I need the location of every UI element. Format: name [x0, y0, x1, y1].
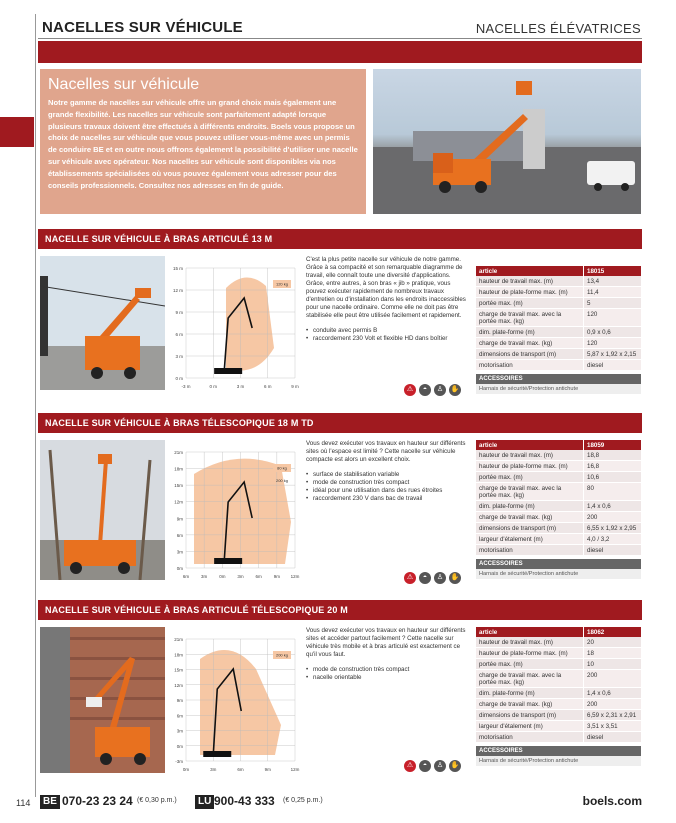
feature-item: • nacelle orientable: [306, 674, 470, 682]
country-badge-be: BE: [40, 795, 60, 809]
spec-value: 20: [583, 637, 641, 647]
y-tick-label: 3m: [176, 728, 183, 734]
spec-value: 6,59 x 2,31 x 2,91: [583, 710, 641, 720]
hand-icon: ✋: [449, 572, 461, 584]
spec-label: dim. plate-forme (m): [479, 328, 535, 336]
accessories-heading: ACCESSOIRES: [476, 374, 641, 384]
spec-header-label: article: [479, 441, 498, 449]
country-badge-lu: LU: [195, 795, 214, 809]
spec-value: 200: [583, 699, 641, 709]
accessories-text: Harnais de sécurité/Protection antichute: [476, 384, 641, 394]
helmet-icon: ◓: [419, 572, 431, 584]
spec-value: 1,4 x 0,6: [583, 688, 641, 698]
price-lu: (€ 0,25 p.m.): [283, 797, 323, 804]
y-tick-label: 6 m: [175, 332, 183, 337]
spec-label: largeur d'étalement (m): [479, 722, 543, 730]
y-tick-label: 15m: [174, 667, 183, 673]
footer: [0, 794, 676, 812]
accessories-text: Harnais de sécurité/Protection antichute: [476, 569, 641, 579]
vehicle-base: [214, 558, 242, 564]
accessories-text: Harnais de sécurité/Protection antichute: [476, 756, 641, 766]
website-link[interactable]: boels.com: [582, 794, 642, 808]
x-tick-label: 12m: [290, 574, 300, 579]
description-20m: [306, 627, 470, 682]
spec-row: [476, 461, 641, 472]
spec-header: [476, 627, 641, 637]
description-18m: [306, 440, 470, 503]
spec-value: 120: [583, 338, 641, 348]
spec-row: [476, 637, 641, 648]
spec-row: [476, 512, 641, 523]
spec-value: 18: [583, 648, 641, 658]
y-tick-label: 3m: [176, 549, 183, 555]
helmet-icon: ◓: [419, 760, 431, 772]
spec-label: hauteur de travail max. (m): [479, 277, 553, 285]
spec-value: diesel: [583, 545, 641, 555]
spec-row: [476, 501, 641, 512]
feature-item: • raccordement 230 Volt et flexible HD dans boîtier: [306, 335, 470, 343]
y-tick-label: 18m: [174, 466, 183, 472]
x-tick-label: 9 m: [291, 384, 299, 389]
harness-icon: ♙: [434, 760, 446, 772]
spec-row: [476, 360, 641, 371]
vehicle-base: [214, 368, 242, 374]
work-diagram-18m: [168, 442, 303, 582]
y-tick-label: 6m: [176, 713, 183, 719]
feature-item: • raccordement 230 V dans bac de travail: [306, 495, 470, 503]
spec-row: [476, 483, 641, 501]
y-tick-label: 6m: [176, 532, 183, 538]
spec-label: largeur d'étalement (m): [479, 535, 543, 543]
spec-row: [476, 534, 641, 545]
spec-row: [476, 309, 641, 327]
section-title-20m: NACELLE SUR VÉHICULE À BRAS ARTICULÉ TÉLESCOPIQUE 20 M: [38, 600, 642, 620]
article-number: 18015: [583, 266, 641, 276]
y-tick-label: 12m: [174, 682, 183, 688]
spec-value: 11,4: [583, 287, 641, 297]
load-label-2: 200 kg: [275, 478, 289, 483]
spec-value: 120: [583, 309, 641, 326]
page-category: NACELLES ÉLÉVATRICES: [475, 21, 641, 36]
spec-label: charge de travail max. avec la portée max. (kg): [479, 310, 562, 325]
spec-label: motorisation: [479, 361, 513, 369]
spec-value: 5: [583, 298, 641, 308]
y-tick-label: 12m: [174, 499, 183, 505]
spec-value: diesel: [583, 732, 641, 742]
permit-icon: ⚠: [404, 760, 416, 772]
spec-label: motorisation: [479, 546, 513, 554]
page-number: 114: [16, 798, 31, 808]
description-text: Vous devez exécuter vos travaux en hauteur sur différents sites et accéder partout facilement ? Cette nacelle sur véhicule très mobile et à bras articulé est exactement ce qu'il vous faut.: [306, 627, 466, 658]
spec-label: dim. plate-forme (m): [479, 502, 535, 510]
y-tick-label: 12 m: [172, 288, 183, 293]
spec-label: motorisation: [479, 733, 513, 741]
load-label: 120 kg: [275, 281, 289, 287]
title-rule: [38, 38, 642, 39]
spec-row: [476, 450, 641, 461]
spec-row: [476, 732, 641, 743]
y-tick-label: 9m: [176, 698, 183, 703]
description-13m: [306, 256, 470, 343]
work-envelope: [226, 277, 274, 370]
description-text: Vous devez exécuter vos travaux en hauteur sur différents sites où l'espace est limité ? Cette nacelle sur véhicule compacte est alors un excellent choix.: [306, 440, 466, 463]
x-tick-label: 3m: [201, 574, 208, 579]
spec-label: portée max. (m): [479, 660, 523, 668]
feature-list: [306, 327, 470, 343]
usage-icons-18m: [404, 572, 461, 584]
y-tick-label: 18m: [174, 652, 183, 658]
y-tick-label: 0m: [176, 566, 183, 571]
work-envelope: [194, 459, 291, 564]
y-tick-label: 15 m: [172, 266, 183, 271]
spec-row: [476, 523, 641, 534]
load-label: 200 kg: [275, 652, 289, 658]
x-tick-label: 0m: [182, 767, 190, 772]
phone-be[interactable]: 070-23 23 24: [62, 794, 133, 808]
spec-label: hauteur de plate-forme max. (m): [479, 288, 568, 296]
y-tick-label: -3m: [175, 759, 183, 764]
spec-label: hauteur de plate-forme max. (m): [479, 462, 568, 470]
intro-box: [40, 69, 366, 214]
section-title-13m: NACELLE SUR VÉHICULE À BRAS ARTICULÉ 13 M: [38, 229, 642, 249]
accessories-heading: ACCESSOIRES: [476, 559, 641, 569]
usage-icons-20m: [404, 760, 461, 772]
feature-item: • idéal pour une utilisation dans des rues étroites: [306, 487, 470, 495]
spec-label: charge de travail max. avec la portée max. (kg): [479, 671, 562, 686]
y-tick-label: 9 m: [175, 310, 183, 315]
spec-header: [476, 440, 641, 450]
spec-label: charge de travail max. (kg): [479, 513, 553, 521]
spec-label: dimensions de transport (m): [479, 350, 557, 358]
product-photo-18m: [40, 440, 165, 580]
price-be: (€ 0,30 p.m.): [137, 797, 177, 804]
spec-label: charge de travail max. (kg): [479, 339, 553, 347]
usage-icons-13m: [404, 384, 461, 396]
spec-value: diesel: [583, 360, 641, 370]
x-tick-label: 12m: [290, 767, 300, 772]
spec-row: [476, 699, 641, 710]
spec-row: [476, 472, 641, 483]
harness-icon: ♙: [434, 572, 446, 584]
y-tick-label: 9m: [176, 516, 183, 522]
spec-row: [476, 670, 641, 688]
intro-text: Notre gamme de nacelles sur véhicule offre un grand choix mais également une grande flexibilité. Les nacelles sur véhicule sont parfaitement adapté lorsque plusieurs travaux doivent être effectués à différents endroits. Boels vous propose un choix de nacelles sur véhicule que vous pouvez utiliser vous-même avec un permis de conduire BE et en outre nous offrons également la possibilité d'utiliser une nacelle sur véhicule avec opérateur. Nos nacelles sur véhicule sont disponibles via nos établissements spécialisées où vous pouvez également vous adresser pour des conseils professionnels. Consultez nos adresses en fin de guide.: [48, 98, 358, 190]
side-tab: [0, 117, 34, 147]
page-title: NACELLES SUR VÉHICULE: [42, 19, 243, 36]
spec-value: 200: [583, 670, 641, 687]
spec-value: 0,9 x 0,6: [583, 327, 641, 337]
spec-table-20m: [476, 627, 641, 766]
spec-value: 4,0 / 3,2: [583, 534, 641, 544]
hero-illustration: [373, 69, 641, 214]
y-tick-label: 15m: [174, 483, 183, 489]
x-tick-label: 9m: [273, 574, 280, 579]
spec-value: 200: [583, 512, 641, 522]
x-tick-label: -3 m: [181, 384, 191, 389]
spec-label: portée max. (m): [479, 299, 523, 307]
helmet-icon: ◓: [419, 384, 431, 396]
header-bar: [38, 41, 642, 63]
feature-item: • mode de construction très compact: [306, 479, 470, 487]
spec-label: hauteur de plate-forme max. (m): [479, 649, 568, 657]
spec-table-13m: [476, 266, 641, 394]
spec-row: [476, 327, 641, 338]
spec-value: 5,87 x 1,92 x 2,15: [583, 349, 641, 359]
accessories-heading: ACCESSOIRES: [476, 746, 641, 756]
hero-photo: [373, 69, 641, 214]
spec-header-label: article: [479, 628, 498, 636]
x-tick-label: 9m: [264, 767, 271, 772]
spec-row: [476, 659, 641, 670]
feature-item: • conduite avec permis B: [306, 327, 470, 335]
article-number: 18062: [583, 627, 641, 637]
hand-icon: ✋: [449, 760, 461, 772]
x-tick-label: 6m: [237, 767, 244, 772]
spec-value: 13,4: [583, 276, 641, 286]
x-tick-label: 3m: [210, 767, 217, 772]
spec-label: dim. plate-forme (m): [479, 689, 535, 697]
spec-row: [476, 276, 641, 287]
spec-label: charge de travail max. avec la portée max. (kg): [479, 484, 562, 499]
load-label: 80 kg: [277, 465, 287, 471]
spec-label: hauteur de travail max. (m): [479, 451, 553, 459]
page-margin-line: [35, 14, 36, 797]
spec-row: [476, 349, 641, 360]
phone-lu[interactable]: 900-43 333: [214, 794, 275, 808]
permit-icon: ⚠: [404, 572, 416, 584]
feature-item: • surface de stabilisation variable: [306, 471, 470, 479]
spec-label: dimensions de transport (m): [479, 711, 557, 719]
spec-row: [476, 338, 641, 349]
feature-item: • mode de construction très compact: [306, 666, 470, 674]
x-tick-label: 0 m: [209, 384, 218, 389]
work-diagram-13m: [168, 258, 303, 392]
spec-header: [476, 266, 641, 276]
x-tick-label: 6m: [255, 574, 262, 579]
x-tick-label: 6 m: [263, 384, 272, 389]
spec-value: 1,4 x 0,6: [583, 501, 641, 511]
spec-value: 18,8: [583, 450, 641, 460]
spec-row: [476, 298, 641, 309]
feature-list: [306, 471, 470, 503]
spec-table-18m: [476, 440, 641, 579]
spec-row: [476, 648, 641, 659]
spec-value: 10,6: [583, 472, 641, 482]
work-diagram-20m: [168, 629, 303, 775]
spec-value: 16,8: [583, 461, 641, 471]
spec-row: [476, 721, 641, 732]
feature-list: [306, 666, 470, 682]
x-tick-label: 3m: [237, 574, 244, 579]
spec-value: 3,51 x 3,51: [583, 721, 641, 731]
spec-row: [476, 688, 641, 699]
hand-icon: ✋: [449, 384, 461, 396]
spec-value: 10: [583, 659, 641, 669]
spec-value: 6,55 x 1,92 x 2,95: [583, 523, 641, 533]
spec-value: 80: [583, 483, 641, 500]
product-photo-13m: [40, 256, 165, 390]
spec-row: [476, 287, 641, 298]
spec-label: portée max. (m): [479, 473, 523, 481]
article-number: 18059: [583, 440, 641, 450]
permit-icon: ⚠: [404, 384, 416, 396]
y-tick-label: 21m: [174, 637, 183, 642]
spec-label: dimensions de transport (m): [479, 524, 557, 532]
spec-header-label: article: [479, 267, 498, 275]
y-tick-label: 21m: [174, 450, 183, 455]
y-tick-label: 0 m: [175, 376, 183, 381]
spec-label: charge de travail max. (kg): [479, 700, 553, 708]
description-text: C'est la plus petite nacelle sur véhicule de notre gamme. Grâce à sa compacité et son remarquable diagramme de travail, elle connaît toute une diversité d'applications. Grâce, entre autres, à son bras « jib » pratique, vous pouvez exécuter rapidement de nombreux travaux d'entretien ou d'installation dans les endroits inaccessibles pour une nacelle ordinaire. Comme elle ne doit pas être stabilisée elle peut être utilisée facilement et rapidement.: [306, 256, 466, 319]
spec-row: [476, 545, 641, 556]
product-photo-20m: [40, 627, 165, 773]
section-title-18m: NACELLE SUR VÉHICULE À BRAS TÉLESCOPIQUE 18 M TD: [38, 413, 642, 433]
spec-label: hauteur de travail max. (m): [479, 638, 553, 646]
x-tick-label: 0m: [219, 574, 226, 579]
harness-icon: ♙: [434, 384, 446, 396]
spec-row: [476, 710, 641, 721]
vehicle-base: [203, 751, 231, 757]
y-tick-label: 3 m: [175, 354, 183, 359]
intro-heading: Nacelles sur véhicule: [48, 76, 200, 93]
x-tick-label: 3 m: [236, 384, 245, 389]
x-tick-label: 6m: [182, 574, 190, 579]
y-tick-label: 0m: [176, 743, 183, 749]
